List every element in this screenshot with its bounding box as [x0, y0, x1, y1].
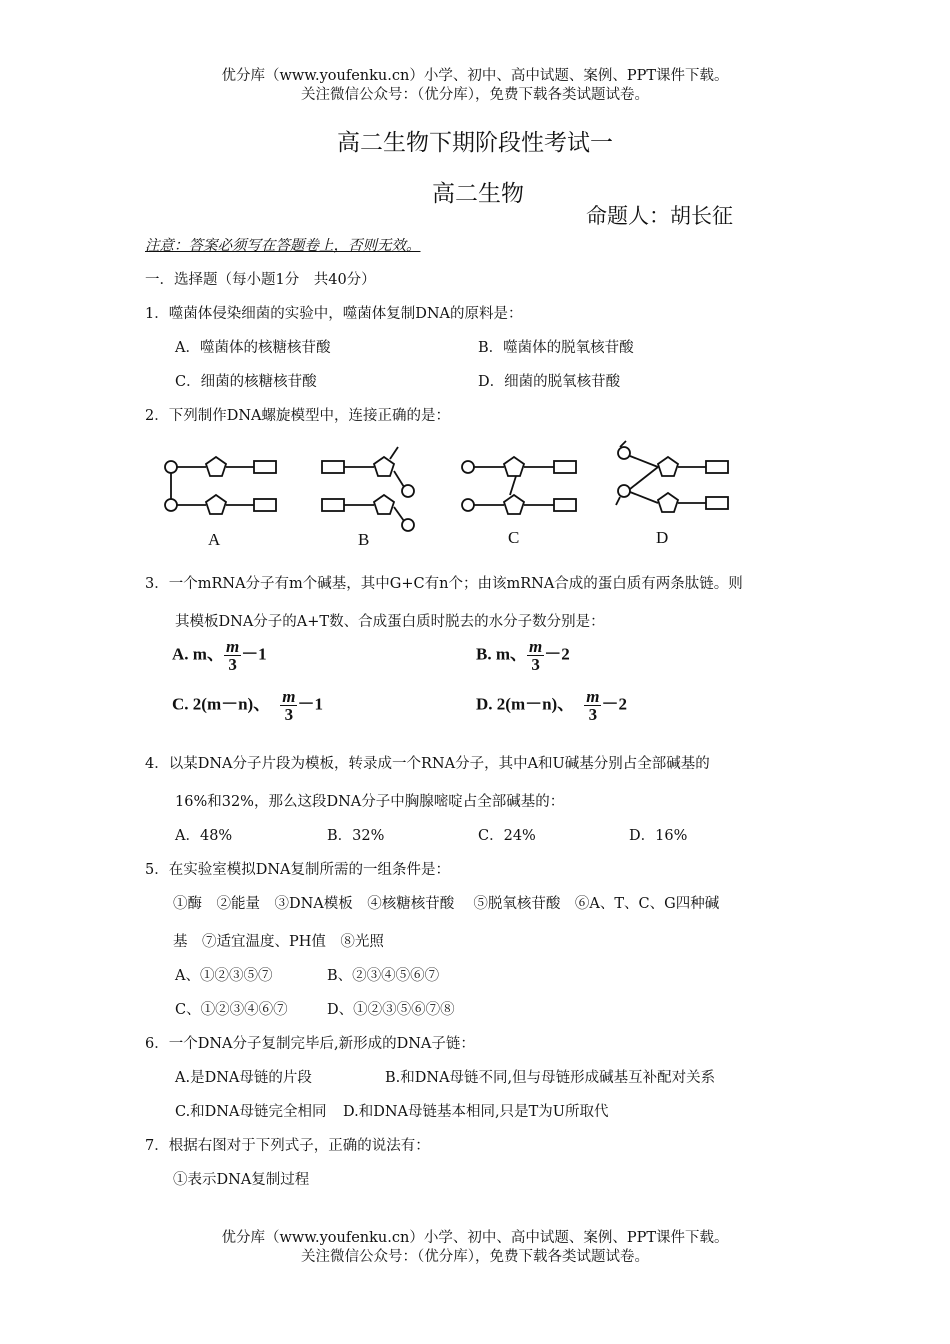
- q1-stem: 1．噬菌体侵染细菌的实验中，噬菌体复制DNA的原料是：: [145, 306, 523, 322]
- exam-title: 高二生物下期阶段性考试一: [337, 130, 613, 156]
- q1-option-d: D．细菌的脱氧核苷酸: [478, 374, 621, 390]
- q6-option-c: C.和DNA母链完全相同: [175, 1104, 327, 1120]
- model-a: [165, 457, 276, 514]
- q4-option-d: D．16%: [629, 828, 688, 844]
- q6-option-d: D.和DNA母链基本相同,只是T为U所取代: [343, 1104, 609, 1120]
- q5-option-a: A、①②③⑤⑦: [175, 968, 273, 984]
- model-b: [322, 447, 414, 531]
- q1-option-a: A．噬菌体的核糖核苷酸: [175, 340, 331, 356]
- q5-option-b: B、②③④⑤⑥⑦: [327, 968, 440, 984]
- q6-stem: 6．一个DNA分子复制完毕后,新形成的DNA子链：: [145, 1036, 475, 1052]
- model-c: [462, 457, 576, 514]
- q5-items-line-1: ①酶 ②能量 ③DNA模板 ④核糖核苷酸 ⑤脱氧核苷酸 ⑥A、T、C、G四种碱: [173, 896, 720, 912]
- header-line-1: 优分库（www.youfenku.cn）小学、初中、高中试题、案例、PPT课件下载。: [221, 68, 729, 84]
- model-label-d: D: [656, 528, 669, 547]
- q3-stem-line-2: 其模板DNA分子的A+T数、合成蛋白质时脱去的水分子数分别是：: [175, 614, 605, 630]
- model-d: [616, 441, 728, 512]
- exam-notice: 注意：答案必须写在答题卷上，否则无效。: [145, 238, 421, 254]
- footer-line-2: 关注微信公众号：（优分库），免费下载各类试题试卷。: [301, 1249, 649, 1265]
- fraction: $\frac{m}{3}$: [586, 687, 600, 724]
- q6-option-a: A.是DNA母链的片段: [175, 1070, 312, 1086]
- q3-stem-line-1: 3．一个mRNA分子有m个碱基，其中G+C有n个；由该mRNA合成的蛋白质有两条肽链。则: [145, 576, 743, 592]
- q2-stem: 2．下列制作DNA螺旋模型中，连接正确的是：: [145, 408, 451, 424]
- q4-option-b: B．32%: [327, 828, 385, 844]
- header-line-2: 关注微信公众号：（优分库），免费下载各类试题试卷。: [301, 87, 649, 103]
- model-label-a: A: [208, 530, 221, 549]
- q7-item-1: ①表示DNA复制过程: [173, 1172, 310, 1188]
- exam-subject: 高二生物: [432, 181, 524, 207]
- section-heading: 一．选择题（每小题1分 共40分）: [145, 272, 376, 288]
- footer-line-1: 优分库（www.youfenku.cn）小学、初中、高中试题、案例、PPT课件下载。: [221, 1230, 729, 1246]
- q3-option-c: C. 2(m－n)、 $\frac{m}{3}$ －1: [172, 687, 323, 724]
- fraction: $\frac{m}{3}$: [225, 637, 240, 674]
- q5-stem: 5．在实验室模拟DNA复制所需的一组条件是：: [145, 862, 451, 878]
- q2-dna-models-figure: [150, 435, 750, 555]
- q3-option-d: D. 2(m－n)、 $\frac{m}{3}$ －2: [476, 687, 627, 724]
- q4-stem-line-1: 4．以某DNA分子片段为模板，转录成一个RNA分子，其中A和U碱基分别占全部碱基的: [145, 756, 710, 772]
- fraction: $\frac{m}{3}$: [529, 637, 543, 674]
- exam-author: 命题人：胡长征: [586, 204, 733, 228]
- q1-option-c: C．细菌的核糖核苷酸: [175, 374, 317, 390]
- q5-items-line-2: 基 ⑦适宜温度、PH值 ⑧光照: [173, 934, 384, 950]
- q4-stem-line-2: 16%和32%，那么这段DNA分子中胸腺嘧啶占全部碱基的：: [175, 794, 565, 810]
- q5-option-c: C、①②③④⑥⑦: [175, 1002, 288, 1018]
- q5-option-d: D、①②③⑤⑥⑦⑧: [327, 1002, 455, 1018]
- q4-option-c: C．24%: [478, 828, 536, 844]
- q3-option-b: B. m、 $\frac{m}{3}$ －2: [476, 637, 570, 674]
- q6-option-b: B.和DNA母链不同,但与母链形成碱基互补配对关系: [385, 1070, 716, 1086]
- model-label-c: C: [508, 528, 520, 547]
- q3-option-a: A. m、 $\frac{m}{3}$ －1: [172, 637, 267, 674]
- fraction: $\frac{m}{3}$: [282, 687, 296, 724]
- model-label-b: B: [358, 530, 370, 549]
- q4-option-a: A．48%: [175, 828, 233, 844]
- q1-option-b: B．噬菌体的脱氧核苷酸: [478, 340, 634, 356]
- q7-stem: 7．根据右图对于下列式子，正确的说法有：: [145, 1138, 430, 1154]
